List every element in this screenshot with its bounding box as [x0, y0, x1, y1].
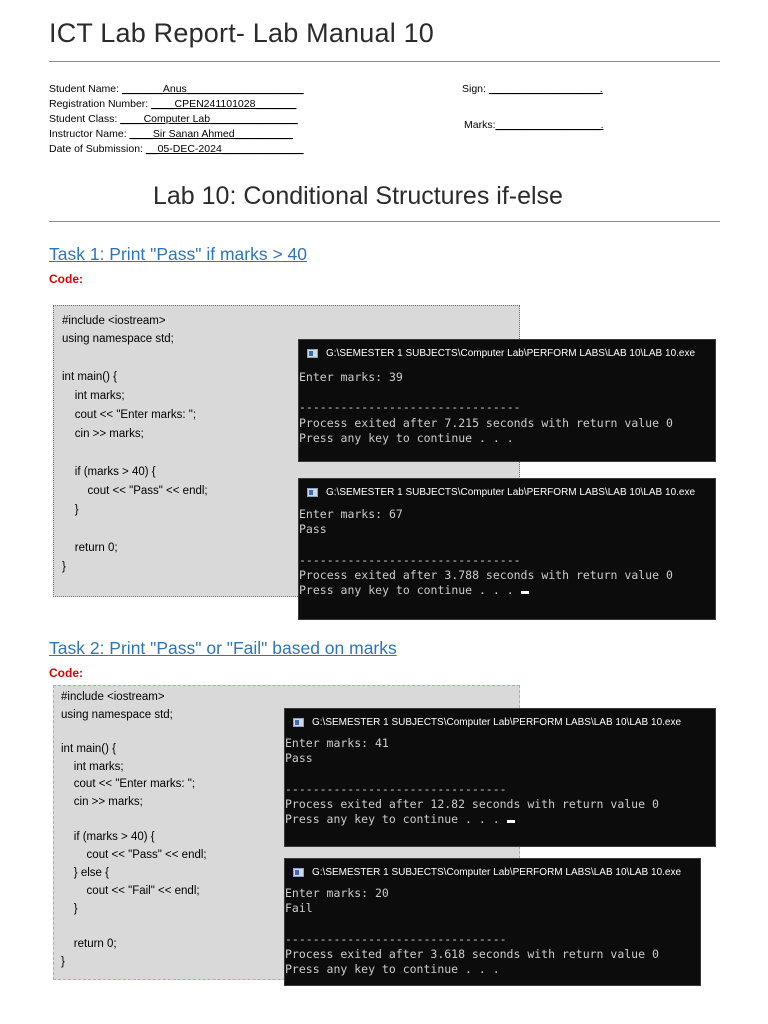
task-2-heading: Task 2: Print "Pass" or "Fail" based on marks: [49, 638, 397, 658]
code-line: cout << "Enter marks: ";: [61, 778, 196, 790]
console-window-icon: [307, 349, 318, 358]
instructor-label: Instructor Name:: [49, 128, 130, 140]
code-line: cout << "Fail" << endl;: [61, 885, 200, 897]
console-title: G:\SEMESTER 1 SUBJECTS\Computer Lab\PERFORM LABS\LAB 10\LAB 10.exe: [326, 347, 696, 359]
sign-label: Sign:: [462, 83, 489, 95]
registration-value: CPEN241101028: [174, 98, 256, 110]
console-output: [285, 886, 700, 977]
console-line: --------------------------------: [285, 781, 507, 796]
student-name-line: [49, 82, 304, 97]
student-class-line: [49, 112, 304, 127]
console-titlebar: [299, 479, 715, 505]
sign-field: ___________________.: [488, 83, 603, 95]
code-line: cout << "Pass" << endl;: [62, 485, 208, 497]
task-1-console-2: [298, 478, 716, 620]
instructor-line: [49, 127, 304, 142]
console-window-icon: [293, 718, 304, 727]
student-class-fill-post: _______________: [210, 113, 298, 125]
student-name-value: Anus: [162, 83, 187, 95]
submission-date-line: [49, 142, 304, 157]
console-titlebar: [285, 709, 715, 735]
console-window-icon: [293, 868, 304, 877]
console-line: Press any key to continue . . .: [299, 430, 514, 445]
console-titlebar: [285, 859, 700, 885]
task-2-console-1: [284, 708, 716, 847]
console-window-icon: [307, 488, 318, 497]
task-2-console-2: [284, 858, 701, 986]
title-rule: [49, 61, 720, 62]
code-line: #include <iostream>: [61, 691, 165, 703]
registration-label: Registration Number:: [49, 98, 152, 110]
console-line: [299, 385, 715, 400]
code-line: cout << "Enter marks: ";: [62, 409, 197, 421]
task-1-code-label: Code:: [49, 272, 83, 286]
console-line: Enter marks: 39: [299, 370, 403, 384]
code-line: return 0;: [62, 542, 118, 554]
code-line: return 0;: [61, 938, 117, 950]
console-line: Press any key to continue . . .: [299, 583, 521, 597]
console-titlebar: [299, 340, 715, 366]
lab-title: Lab 10: Conditional Structures if-else: [153, 182, 563, 210]
code-line: int marks;: [62, 390, 125, 402]
code-line: if (marks > 40) {: [61, 831, 155, 843]
marks-field: __________________.: [495, 119, 604, 131]
marks-label: Marks:: [464, 119, 496, 131]
console-line: Enter marks: 41: [285, 736, 389, 750]
console-line: Press any key to continue . . .: [285, 812, 507, 826]
console-line: Process exited after 3.618 seconds with return value 0: [285, 946, 659, 961]
submission-date-value: 05-DEC-2024: [157, 143, 222, 155]
code-line: using namespace std;: [62, 333, 174, 345]
lab-title-rule: [49, 221, 720, 222]
console-line: Enter marks: 67: [299, 507, 403, 521]
code-line: }: [62, 561, 66, 573]
report-title: ICT Lab Report- Lab Manual 10: [49, 18, 435, 48]
submission-date-label: Date of Submission:: [49, 143, 146, 155]
console-line: --------------------------------: [285, 931, 507, 946]
console-line: Fail: [285, 901, 313, 916]
console-line: Enter marks: 20: [285, 886, 389, 900]
student-class-value: Computer Lab: [143, 113, 211, 125]
code-line: if (marks > 40) {: [62, 466, 156, 478]
code-line: }: [61, 903, 78, 915]
console-cursor: [507, 820, 515, 823]
student-class-fill-pre: ____: [120, 113, 144, 125]
submission-date-fill-post: ______________: [221, 143, 304, 155]
code-line: }: [62, 504, 79, 516]
code-line: } else {: [61, 867, 109, 879]
console-line: [299, 537, 715, 552]
student-class-label: Student Class:: [49, 113, 121, 125]
task-2-code-label: Code:: [49, 666, 83, 680]
student-name-label: Student Name:: [49, 83, 122, 95]
marks-line: [464, 118, 604, 133]
registration-fill-post: _______: [255, 98, 297, 110]
code-line: }: [61, 956, 65, 968]
console-line: Pass: [285, 751, 313, 766]
code-line: int main() {: [62, 371, 117, 383]
sign-line: [462, 82, 603, 97]
console-line: Pass: [299, 522, 327, 537]
code-line: cout << "Pass" << endl;: [61, 849, 207, 861]
console-title: G:\SEMESTER 1 SUBJECTS\Computer Lab\PERFORM LABS\LAB 10\LAB 10.exe: [312, 866, 682, 878]
console-line: Process exited after 3.788 seconds with return value 0: [299, 567, 673, 582]
registration-fill-pre: ____: [151, 98, 175, 110]
registration-line: [49, 97, 304, 112]
console-line: [285, 916, 700, 931]
console-line: [285, 766, 715, 781]
student-name-fill-pre: _______: [121, 83, 163, 95]
console-line: Process exited after 7.215 seconds with return value 0: [299, 415, 673, 430]
instructor-fill-pre: ____: [129, 128, 153, 140]
task-1-console-1: [298, 339, 716, 462]
student-name-fill-post: ____________________: [186, 83, 304, 95]
instructor-value: Sir Sanan Ahmed: [152, 128, 235, 140]
code-line: int marks;: [61, 761, 124, 773]
console-output: [299, 507, 715, 598]
console-title: G:\SEMESTER 1 SUBJECTS\Computer Lab\PERFORM LABS\LAB 10\LAB 10.exe: [312, 716, 682, 728]
code-line: #include <iostream>: [62, 315, 166, 327]
submission-date-fill-pre: __: [145, 143, 158, 155]
task-1-heading: Task 1: Print "Pass" if marks > 40: [49, 244, 307, 264]
console-line: Press any key to continue . . .: [285, 962, 500, 976]
code-line: cin >> marks;: [62, 428, 144, 440]
console-line: --------------------------------: [299, 400, 521, 415]
console-line: Process exited after 12.82 seconds with return value 0: [285, 796, 659, 811]
console-line: --------------------------------: [299, 552, 521, 567]
code-line: using namespace std;: [61, 709, 173, 721]
code-line: int main() {: [61, 743, 116, 755]
student-info-block: [49, 82, 304, 157]
console-output: [285, 736, 715, 827]
console-cursor: [521, 591, 529, 594]
console-output: [299, 370, 715, 446]
code-line: cin >> marks;: [61, 796, 143, 808]
console-title: G:\SEMESTER 1 SUBJECTS\Computer Lab\PERFORM LABS\LAB 10\LAB 10.exe: [326, 486, 696, 498]
instructor-fill-post: __________: [234, 128, 294, 140]
